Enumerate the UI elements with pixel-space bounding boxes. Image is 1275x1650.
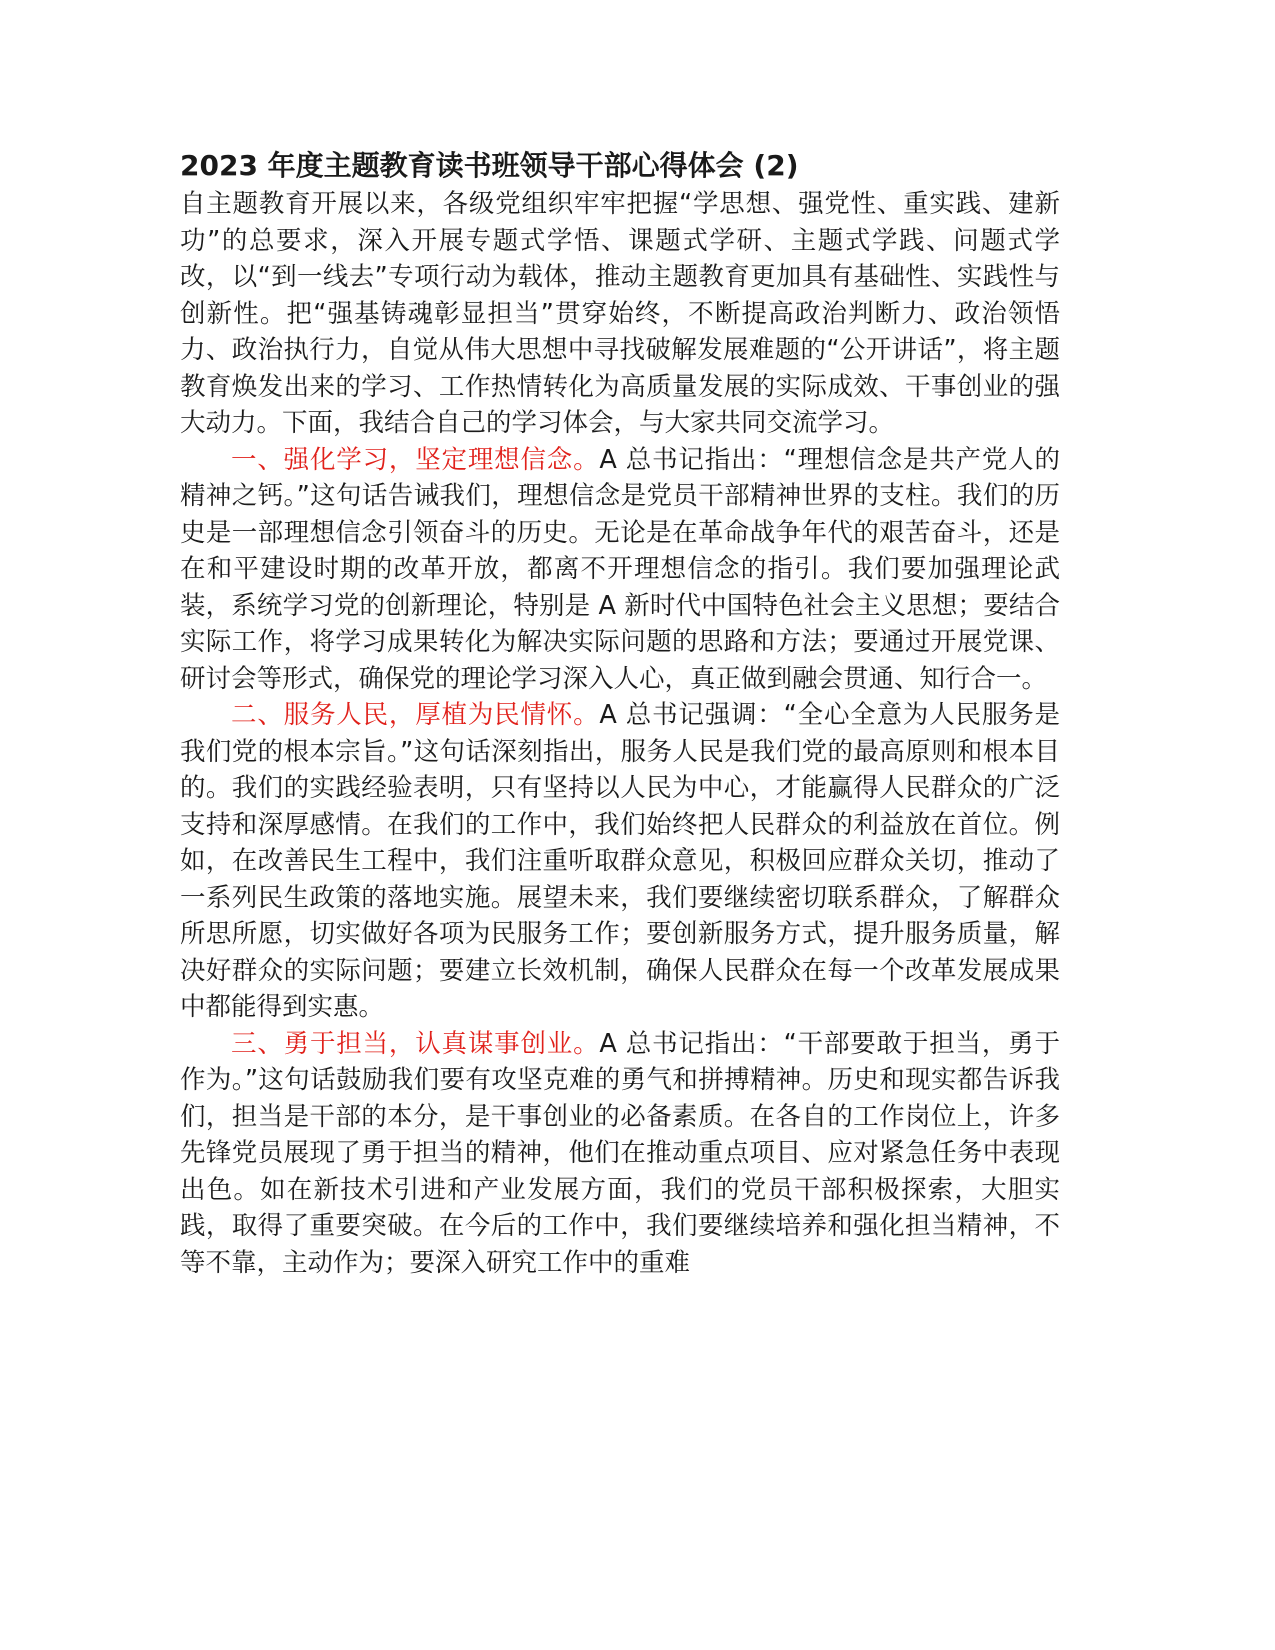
section-body-3: A 总书记指出：“干部要敢于担当，勇于作为。”这句话鼓励我们要有攻坚克难的勇气和拼搏精神。历史和现实都告诉我们，担当是干部的本分，是干事创业的必备素质。在各自的工作岗位上，许多先锋党员展现了勇于担当的精神，他们在推动重点项目、应对紧急任务中表现出色。如在新技术引进和产业发展方面，我们的党员干部积极探索，大胆实践，取得了重要突破。在今后的工作中，我们要继续培养和强化担当精神，不等不靠，主动作为；要深入研究工作中的重难 xyxy=(180,1028,1060,1278)
section-body-2: A 总书记强调：“全心全意为人民服务是我们党的根本宗旨。”这句话深刻指出，服务人民是我们党的最高原则和根本目的。我们的实践经验表明，只有坚持以人民为中心，才能赢得人民群众的广泛支持和深厚感情。在我们的工作中，我们始终把人民群众的利益放在首位。例如，在改善民生工程中，我们注重听取群众意见，积极回应群众关切，推动了一系列民生政策的落地实施。展望未来，我们要继续密切联系群众，了解群众所思所愿，切实做好各项为民服务工作；要创新服务方式，提升服务质量，解决好群众的实际问题；要建立长效机制，确保人民群众在每一个改革发展成果中都能得到实惠。 xyxy=(180,700,1060,1022)
section-paragraph-3 xyxy=(180,1026,1060,1282)
section-heading-3: 三、勇于担当，认真谋事创业。 xyxy=(231,1028,600,1059)
section-heading-2: 二、服务人民，厚植为民情怀。 xyxy=(231,700,600,730)
section-paragraph-2 xyxy=(180,697,1060,1026)
section-heading-1: 一、强化学习，坚定理想信念。 xyxy=(231,444,600,475)
document-title: 2023 年度主题教育读书班领导干部心得体会 (2) xyxy=(180,149,799,182)
intro-paragraph: 自主题教育开展以来，各级党组织牢牢把握“学思想、强党性、重实践、建新功”的总要求，深入开展专题式学悟、课题式学研、主题式学践、问题式学改，以“到一线去”专项行动为载体，推动主题教育更加具有基础性、实践性与创新性。把“强基铸魂彰显担当”贯穿始终，不断提高政治判断力、政治领悟力、政治执行力，自觉从伟大思想中寻找破解发展难题的“公开讲话”，将主题教育焕发出来的学习、工作热情转化为高质量发展的实际成效、干事创业的强大动力。下面，我结合自己的学习体会，与大家共同交流学习。 xyxy=(180,189,1060,438)
document-page xyxy=(180,146,1060,1281)
section-body-1: A 总书记指出：“理想信念是共产党人的精神之钙。”这句话告诫我们，理想信念是党员干部精神世界的支柱。我们的历史是一部理想信念引领奋斗的历史。无论是在革命战争年代的艰苦奋斗，还是在和平建设时期的改革开放，都离不开理想信念的指引。我们要加强理论武装，系统学习党的创新理论，特别是 A 新时代中国特色社会主义思想；要结合实际工作，将学习成果转化为解决实际问题的思路和方法；要通过开展党课、研讨会等形式，确保党的理论学习深入人心，真正做到融会贯通、知行合一。 xyxy=(180,444,1060,694)
section-paragraph-1 xyxy=(180,442,1060,698)
